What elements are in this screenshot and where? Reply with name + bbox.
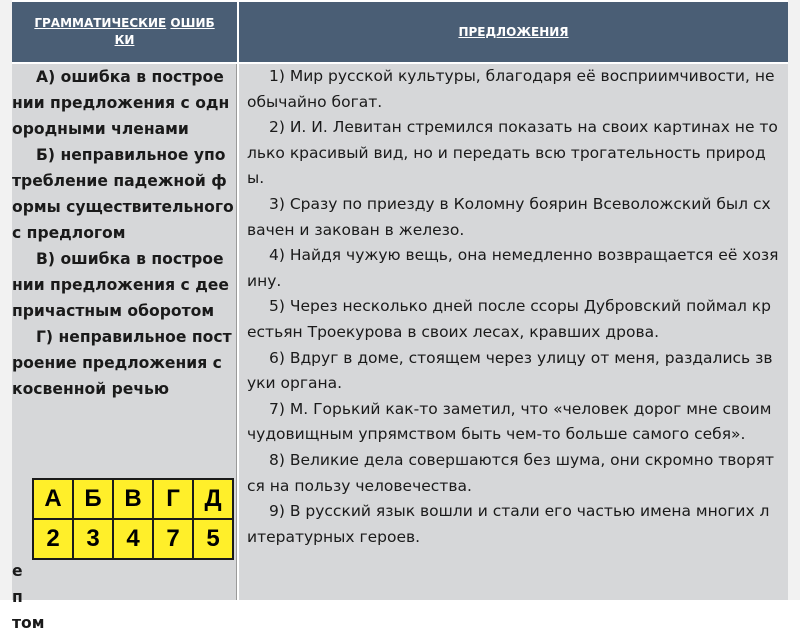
answer-number-g: 7 xyxy=(153,519,193,559)
error-item-d: Г) неправильное построение предложения с косвенной речью xyxy=(12,328,232,398)
errors-tail: е п том xyxy=(12,562,45,632)
answer-grid xyxy=(32,478,234,560)
errors-list xyxy=(12,64,234,402)
answer-number-v: 4 xyxy=(113,519,153,559)
grammar-table xyxy=(12,2,788,632)
right-frame xyxy=(788,0,800,600)
sentence-6: 6) Вдруг в доме, стоящем через улицу от меня, раздались звуки органа. xyxy=(247,348,773,393)
errors-tail-text xyxy=(12,558,234,636)
table-header xyxy=(12,2,788,64)
error-item-b: Б) неправильное употребление падежной формы существительного с предлогом xyxy=(12,146,234,242)
answer-letter-a: А xyxy=(33,479,73,519)
sentence-1: 1) Мир русской культуры, благодаря её восприимчивости, необычайно богат. xyxy=(247,67,775,111)
answer-letter-b: Б xyxy=(73,479,113,519)
answer-letter-v: В xyxy=(113,479,153,519)
sentences-list xyxy=(247,64,779,550)
header-errors-part1: ГРАММАТИЧЕСКИЕ xyxy=(34,16,167,30)
sentence-8: 8) Великие дела совершаются без шума, они скромно творятся на пользу человечества. xyxy=(247,450,775,495)
sentence-9: 9) В русский язык вошли и стали его частью имена многих литературных героев. xyxy=(247,502,770,546)
sentence-4: 4) Найдя чужую вещь, она немедленно возвращается её хозяину. xyxy=(247,246,779,290)
answer-letters-row xyxy=(33,479,233,519)
error-item-c: В) ошибка в построении предложения с деепричастным оборотом xyxy=(12,250,229,320)
answer-numbers-row xyxy=(33,519,233,559)
answer-letter-g: Г xyxy=(153,479,193,519)
header-sentences-label: ПРЕДЛОЖЕНИЯ xyxy=(458,24,569,39)
sentence-2: 2) И. И. Левитан стремился показать на своих картинах не только красивый вид, но и передать всю трогательность природы. xyxy=(247,118,778,188)
header-errors xyxy=(12,2,237,62)
error-item-a: А) ошибка в построении предложения с однородными членами xyxy=(12,68,230,138)
sentence-3: 3) Сразу по приезду в Коломну боярин Всеволожский был схвачен и закован в железо. xyxy=(247,194,771,239)
sentences-column xyxy=(239,64,788,600)
answer-number-b: 3 xyxy=(73,519,113,559)
header-sentences xyxy=(239,2,788,62)
header-errors-part2: ОШИБ xyxy=(170,16,215,30)
header-errors-part3: КИ xyxy=(114,33,135,47)
sentence-5: 5) Через несколько дней после ссоры Дубровский поймал крестьян Троекурова в своих лесах, кравших дрова. xyxy=(247,297,771,341)
answer-number-d: 5 xyxy=(193,519,233,559)
answer-letter-d: Д xyxy=(193,479,233,519)
answer-number-a: 2 xyxy=(33,519,73,559)
left-frame xyxy=(0,0,12,600)
sentence-7: 7) М. Горький как-то заметил, что «человек дорог мне своим чудовищным упрямством быть чем-то больше самого себя». xyxy=(247,399,772,444)
